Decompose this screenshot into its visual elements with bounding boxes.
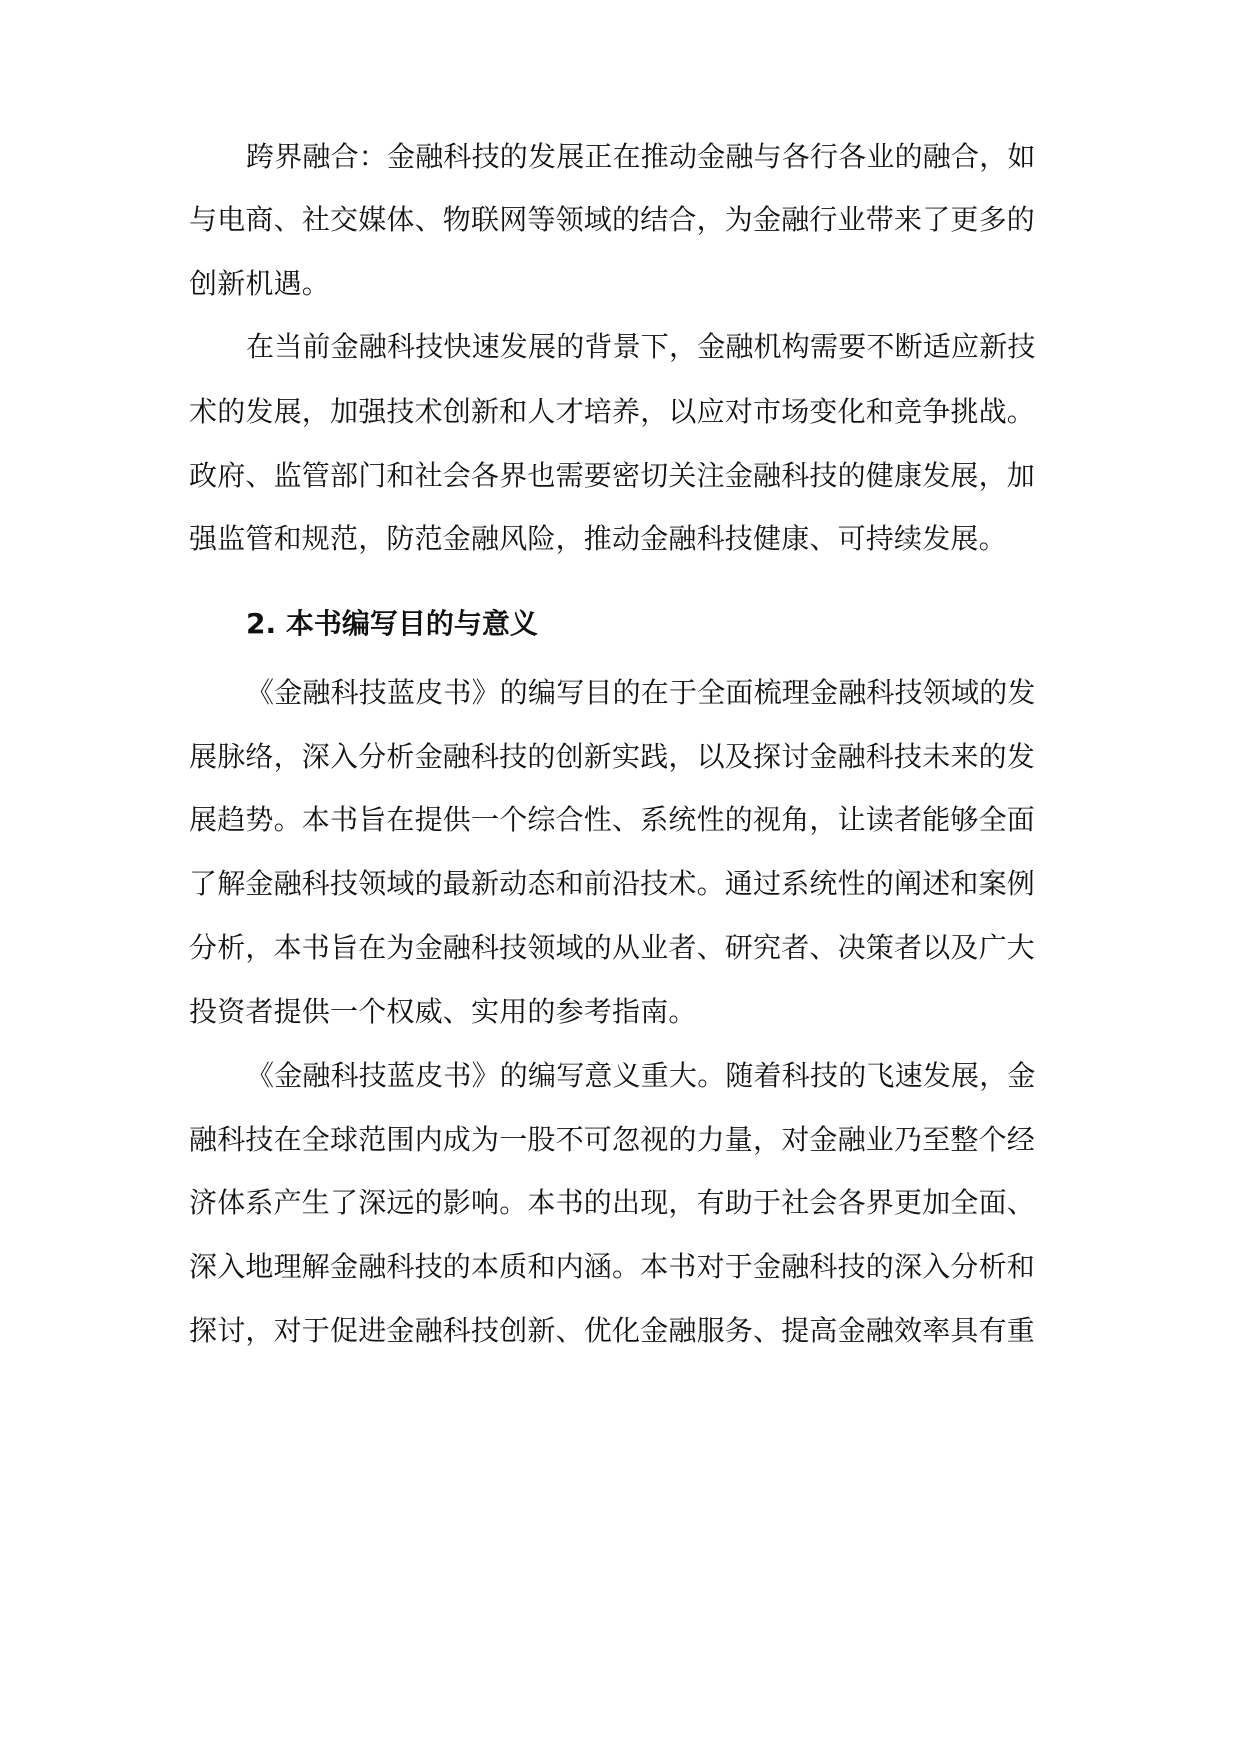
paragraph-line: 术的发展，加强技术创新和人才培养，以应对市场变化和竞争挑战。 <box>189 395 1036 428</box>
paragraph-line: 强监管和规范，防范金融风险，推动金融科技健康、可持续发展。 <box>189 522 1007 555</box>
paragraph-line: 创新机遇。 <box>189 267 331 300</box>
paragraph-line: 探讨，对于促进金融科技创新、优化金融服务、提高金融效率具有重 <box>189 1314 1036 1347</box>
paragraph-line: 跨界融合：金融科技的发展正在推动金融与各行各业的融合，如 <box>246 140 1036 173</box>
paragraph-line: 分析，本书旨在为金融科技领域的从业者、研究者、决策者以及广大 <box>189 931 1036 964</box>
paragraph-line: 展趋势。本书旨在提供一个综合性、系统性的视角，让读者能够全面 <box>189 803 1036 836</box>
paragraph-line: 政府、监管部门和社会各界也需要密切关注金融科技的健康发展，加 <box>189 459 1036 492</box>
paragraph-line: 《金融科技蓝皮书》的编写目的在于全面梳理金融科技领域的发 <box>246 676 1036 709</box>
paragraph-line: 展脉络，深入分析金融科技的创新实践，以及探讨金融科技未来的发 <box>189 740 1036 773</box>
paragraph-line: 济体系产生了深远的影响。本书的出现，有助于社会各界更加全面、 <box>189 1186 1036 1219</box>
paragraph-line: 《金融科技蓝皮书》的编写意义重大。随着科技的飞速发展，金 <box>246 1059 1036 1092</box>
paragraph-line: 与电商、社交媒体、物联网等领域的结合，为金融行业带来了更多的 <box>189 203 1036 236</box>
paragraph-line: 在当前金融科技快速发展的背景下，金融机构需要不断适应新技 <box>246 330 1036 363</box>
paragraph-line: 深入地理解金融科技的本质和内涵。本书对于金融科技的深入分析和 <box>189 1250 1036 1283</box>
paragraph-line: 融科技在全球范围内成为一股不可忽视的力量，对金融业乃至整个经 <box>189 1123 1036 1156</box>
paragraph-line: 投资者提供一个权威、实用的参考指南。 <box>189 995 697 1028</box>
paragraph-line: 了解金融科技领域的最新动态和前沿技术。通过系统性的阐述和案例 <box>189 867 1036 900</box>
section-heading: 2. 本书编写目的与意义 <box>246 607 538 640</box>
